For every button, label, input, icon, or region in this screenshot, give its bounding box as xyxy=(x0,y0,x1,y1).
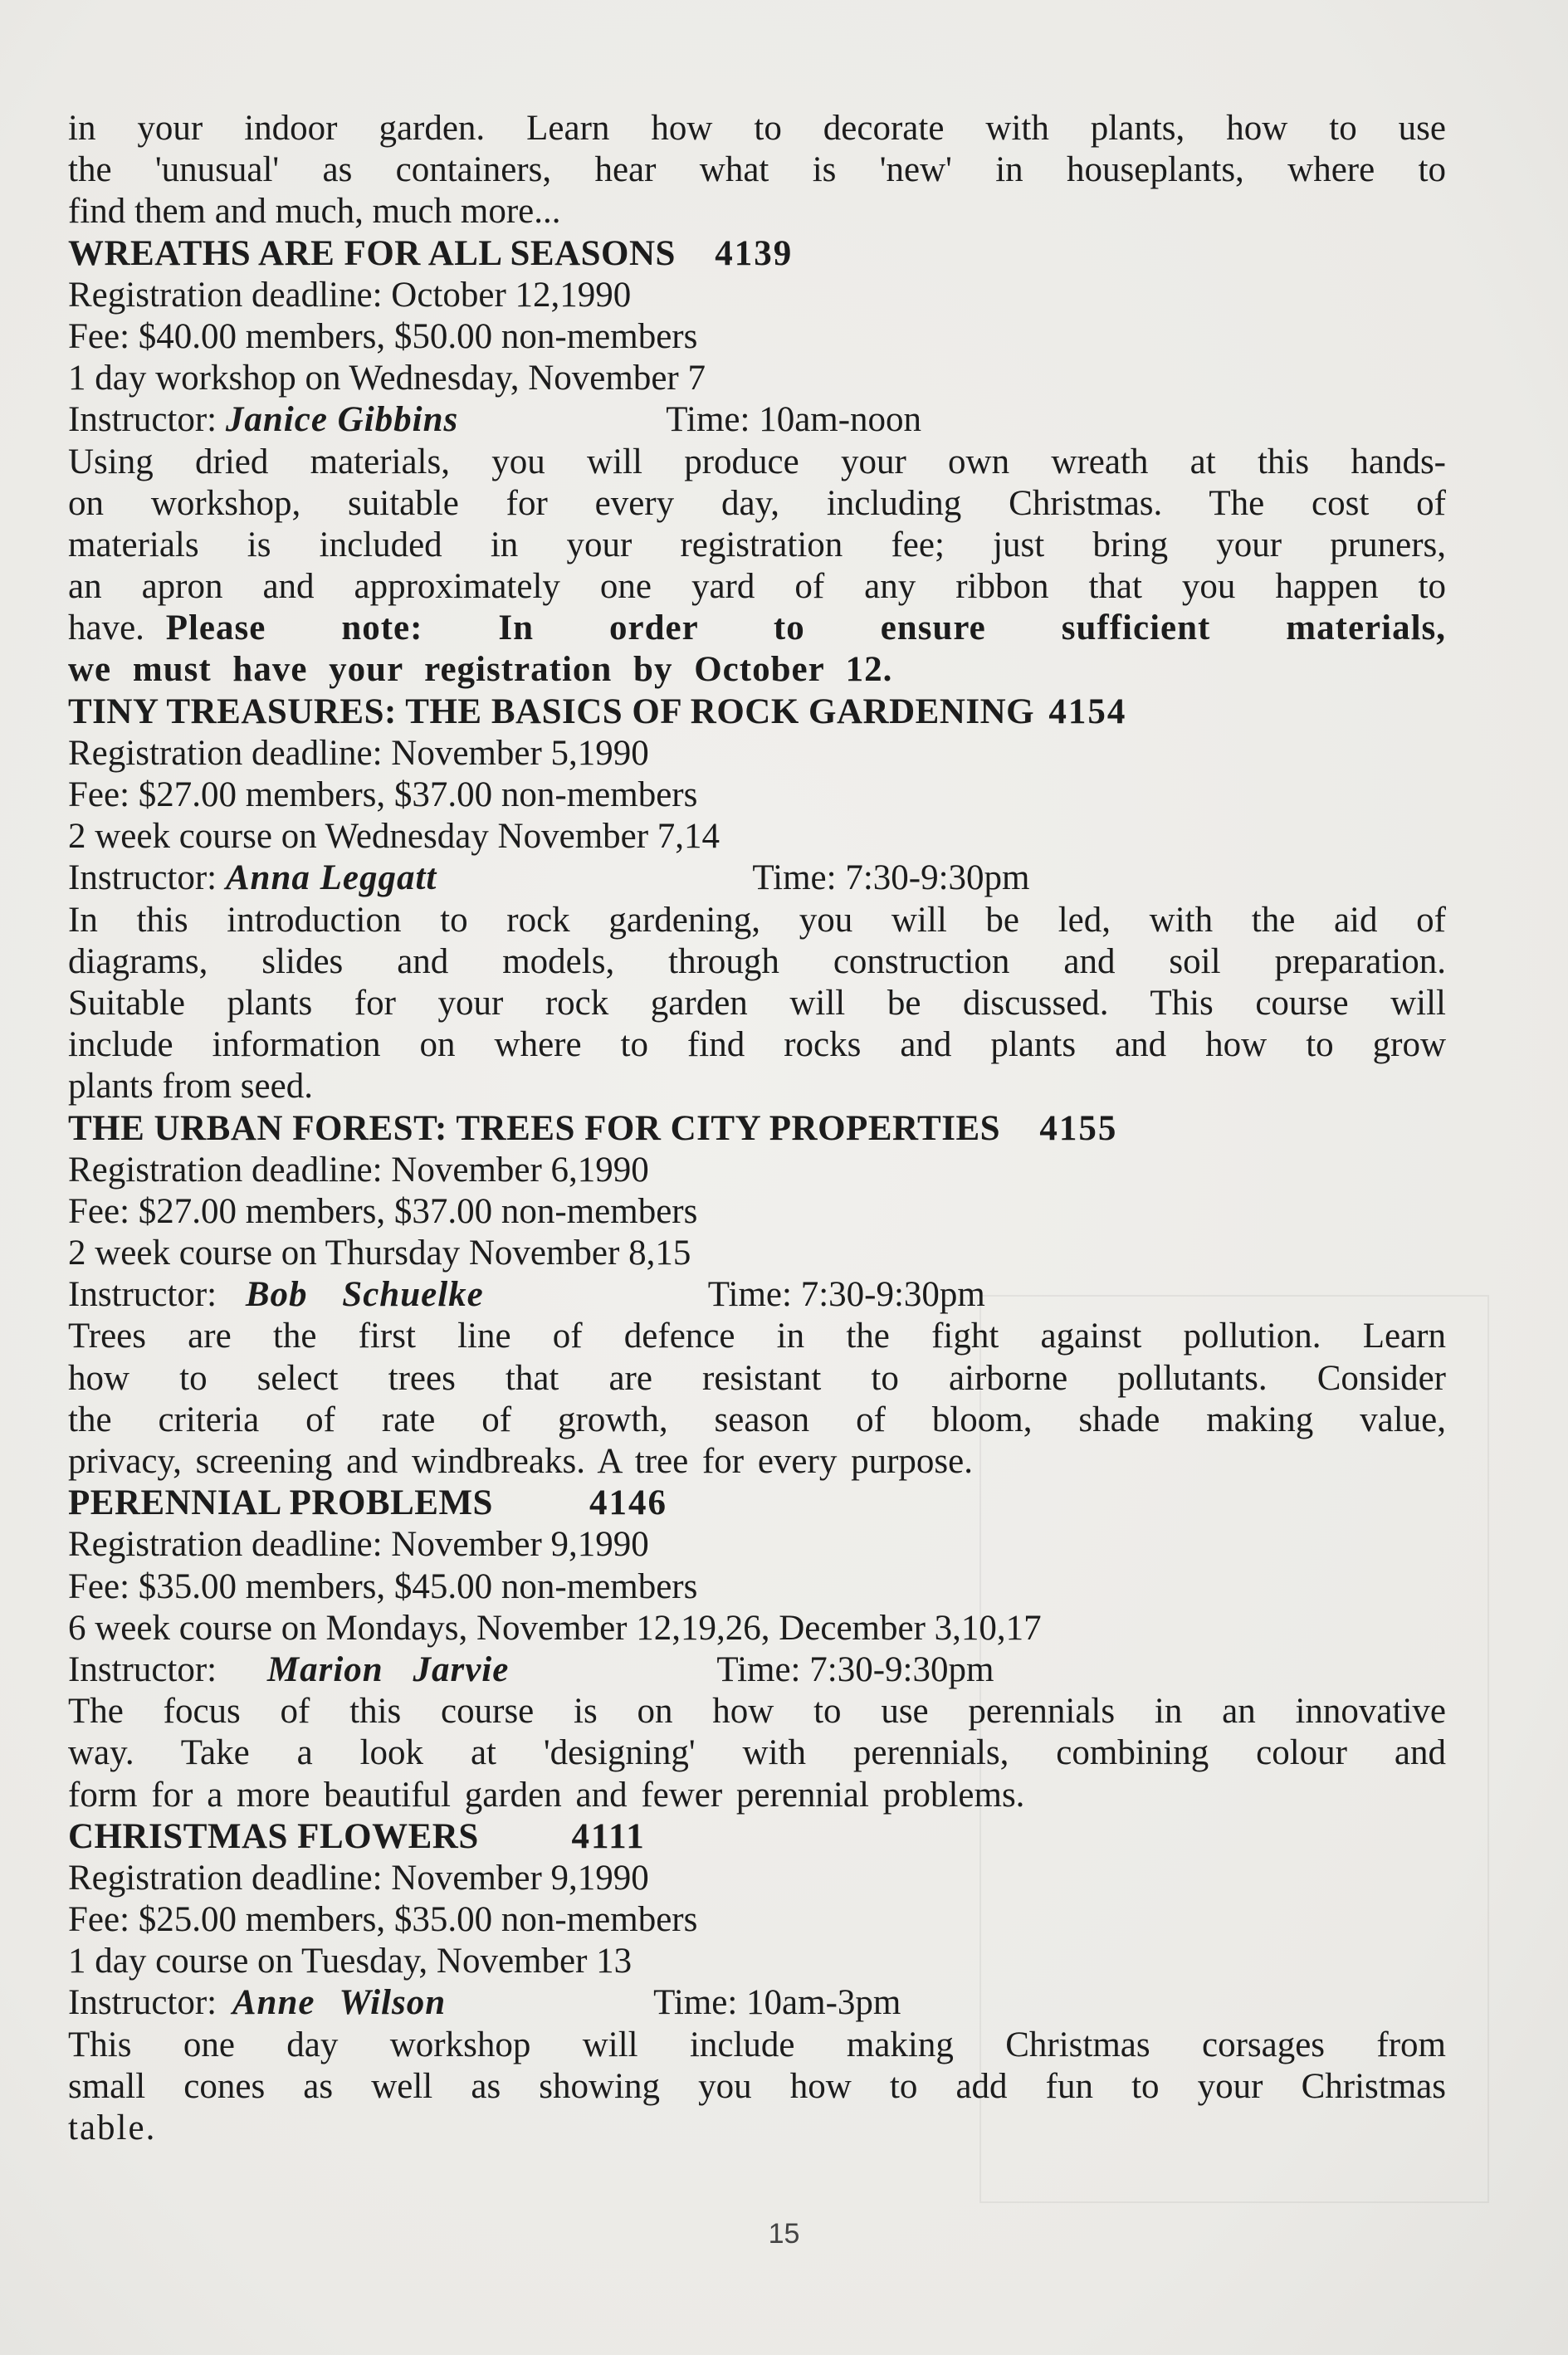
intro-line: find them and much, much more... xyxy=(68,192,561,232)
instructor-row xyxy=(68,1982,1446,2024)
course-heading xyxy=(68,1108,1446,1150)
instructor-label: Instructor: xyxy=(68,1649,217,1689)
course-code: 4111 xyxy=(571,1816,646,1856)
instructor-row xyxy=(68,857,1446,899)
course-title: CHRISTMAS FLOWERS xyxy=(68,1816,479,1856)
instructor-name: Bob Schuelke xyxy=(245,1275,484,1315)
instructor-label: Instructor: xyxy=(68,858,217,898)
course-schedule: 2 week course on Wednesday November 7,14 xyxy=(68,817,720,857)
course-time: Time: 10am-noon xyxy=(666,400,922,440)
course-title: PERENNIAL PROBLEMS xyxy=(68,1483,493,1523)
course-title: TINY TREASURES: THE BASICS OF ROCK GARDENING xyxy=(68,691,1035,731)
description-line: way. Take a look at 'designing' with perennials, combining colour and xyxy=(68,1733,1446,1773)
description-line: on workshop, suitable for every day, including Christmas. The cost of xyxy=(68,483,1446,523)
course-title: THE URBAN FOREST: TREES FOR CITY PROPERTIES xyxy=(68,1108,1001,1148)
description-tail: have. xyxy=(68,608,144,648)
description-line: diagrams, slides and models, through construction and soil preparation. xyxy=(68,941,1446,981)
description-line: small cones as well as showing you how to add fun to your Christmas xyxy=(68,2066,1446,2106)
description-line: the criteria of rate of growth, season of bloom, shade making value, xyxy=(68,1400,1446,1439)
course-fee: Fee: $27.00 members, $37.00 non-members xyxy=(68,1191,698,1231)
instructor-row xyxy=(68,1649,1446,1691)
course-code: 4139 xyxy=(715,233,794,273)
instructor-label: Instructor: xyxy=(68,1983,217,2023)
intro-line: in your indoor garden. Learn how to decorate with plants, how to use xyxy=(68,109,1446,148)
course-heading xyxy=(68,1816,1446,1858)
course-time: Time: 7:30-9:30pm xyxy=(707,1275,985,1315)
text-column xyxy=(68,108,1446,2149)
instructor-name: Janice Gibbins xyxy=(225,400,459,440)
description-line: plants from seed. xyxy=(68,1067,313,1107)
course-title: WREATHS ARE FOR ALL SEASONS xyxy=(68,233,676,273)
description-line: In this introduction to rock gardening, you will be led, with the aid of xyxy=(68,900,1446,940)
registration-note: we must have your registration by October 12. xyxy=(68,650,893,690)
course-fee: Fee: $40.00 members, $50.00 non-members xyxy=(68,316,698,356)
intro-line: the 'unusual' as containers, hear what is 'new' in houseplants, where to xyxy=(68,150,1446,190)
instructor-name: Marion Jarvie xyxy=(266,1649,510,1689)
course-schedule: 6 week course on Mondays, November 12,19,26, December 3,10,17 xyxy=(68,1608,1042,1648)
instructor-row xyxy=(68,1274,1446,1316)
description-line: Using dried materials, you will produce your own wreath at this hands- xyxy=(68,442,1446,481)
course-schedule: 1 day course on Tuesday, November 13 xyxy=(68,1942,633,1981)
registration-note: Please note: In order to ensure sufficient materials, xyxy=(165,608,1446,648)
course-heading xyxy=(68,233,1446,275)
instructor-label: Instructor: xyxy=(68,1275,217,1315)
course-schedule: 2 week course on Thursday November 8,15 xyxy=(68,1234,691,1273)
description-line: This one day workshop will include making Christmas corsages from xyxy=(68,2025,1446,2064)
course-fee: Fee: $25.00 members, $35.00 non-members xyxy=(68,1900,698,1940)
course-time: Time: 7:30-9:30pm xyxy=(752,858,1030,898)
registration-deadline: Registration deadline: November 9,1990 xyxy=(68,1525,649,1565)
description-line: The focus of this course is on how to use perennials in an innovative xyxy=(68,1692,1446,1732)
description-line: materials is included in your registration fee; just bring your pruners, xyxy=(68,525,1446,564)
course-code: 4155 xyxy=(1039,1108,1118,1148)
course-code: 4154 xyxy=(1048,691,1127,731)
description-line: how to select trees that are resistant to airborne pollutants. Consider xyxy=(68,1358,1446,1398)
description-line: Trees are the first line of defence in the fight against pollution. Learn xyxy=(68,1317,1446,1356)
registration-deadline: Registration deadline: October 12,1990 xyxy=(68,275,632,315)
description-line: table. xyxy=(68,2108,157,2147)
course-time: Time: 7:30-9:30pm xyxy=(716,1649,994,1689)
course-fee: Fee: $35.00 members, $45.00 non-members xyxy=(68,1566,698,1606)
registration-deadline: Registration deadline: November 6,1990 xyxy=(68,1150,649,1190)
description-line: privacy, screening and windbreaks. A tree for every purpose. xyxy=(68,1442,973,1481)
instructor-row xyxy=(68,399,1446,441)
page-number: 15 xyxy=(768,2218,800,2250)
registration-deadline: Registration deadline: November 9,1990 xyxy=(68,1858,649,1898)
course-fee: Fee: $27.00 members, $37.00 non-members xyxy=(68,775,698,814)
instructor-name: Anna Leggatt xyxy=(225,858,437,898)
description-line: an apron and approximately one yard of any ribbon that you happen to xyxy=(68,567,1446,607)
course-schedule: 1 day workshop on Wednesday, November 7 xyxy=(68,359,706,398)
registration-deadline: Registration deadline: November 5,1990 xyxy=(68,733,649,773)
description-line: include information on where to find rocks and plants and how to grow xyxy=(68,1025,1446,1065)
course-heading xyxy=(68,1483,1446,1524)
description-line: form for a more beautiful garden and fewer perennial problems. xyxy=(68,1775,1025,1815)
description-note-line xyxy=(68,608,1446,649)
instructor-label: Instructor: xyxy=(68,400,217,440)
course-heading xyxy=(68,691,1446,733)
instructor-name: Anne Wilson xyxy=(232,1983,447,2023)
description-line: Suitable plants for your rock garden will be discussed. This course will xyxy=(68,983,1446,1023)
course-code: 4146 xyxy=(589,1483,668,1523)
course-time: Time: 10am-3pm xyxy=(653,1983,901,2023)
